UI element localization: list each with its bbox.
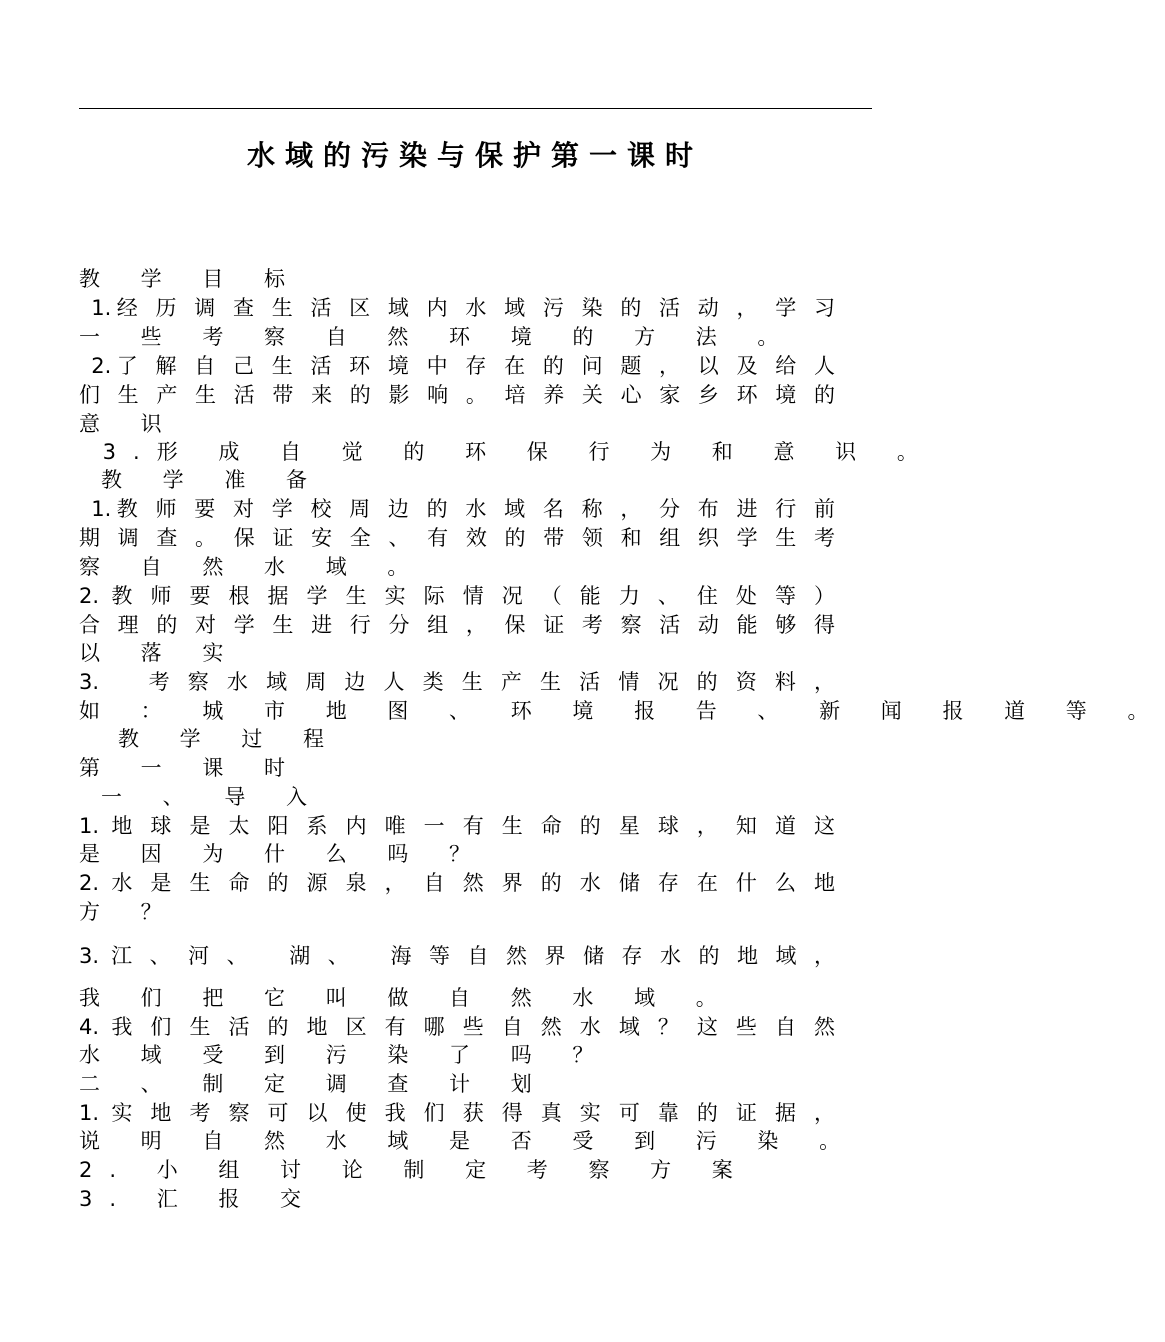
paragraph-line: 4. 我 们 生 活 的 地 区 有 哪 些 自 然 水 域 ？ 这 些 自 然 — [79, 1015, 835, 1039]
header-rule — [79, 108, 872, 109]
heading-section-one: 一 、 导 入 — [101, 785, 325, 809]
paragraph-line: 2.了 解 自 己 生 活 环 境 中 存 在 的 问 题 ， 以 及 给 人 — [79, 354, 835, 378]
paragraph-line: 意 识 — [79, 412, 179, 436]
paragraph-line: 3.形 成 自 觉 的 环 保 行 为 和 意 识 。 — [79, 440, 935, 464]
paragraph-line: 一 些 考 察 自 然 环 境 的 方 法 。 — [79, 325, 796, 349]
paragraph-line: 察 自 然 水 域 。 — [79, 555, 426, 579]
paragraph-line: 2. 水 是 生 命 的 源 泉 ， 自 然 界 的 水 储 存 在 什 么 地 — [79, 871, 835, 895]
paragraph-line: 是 因 为 什 么 吗 ？ — [79, 842, 488, 866]
paragraph-line: 1. 实 地 考 察 可 以 使 我 们 获 得 真 实 可 靠 的 证 据 ， — [79, 1101, 835, 1125]
document-title: 水域的污染与保护第一课时 — [246, 139, 703, 172]
heading-first-lesson: 第 一 课 时 — [79, 756, 303, 780]
paragraph-line: 1.教 师 要 对 学 校 周 边 的 水 域 名 称 ， 分 布 进 行 前 — [79, 497, 835, 521]
paragraph-line: 们 生 产 生 活 带 来 的 影 响 。 培 养 关 心 家 乡 环 境 的 — [79, 383, 835, 407]
heading-teaching-prep: 教 学 准 备 — [101, 468, 325, 492]
paragraph-line: 合 理 的 对 学 生 进 行 分 组 ， 保 证 考 察 活 动 能 够 得 — [79, 613, 835, 637]
paragraph-line: 水 域 受 到 污 染 了 吗 ？ — [79, 1043, 611, 1067]
paragraph-line: 3. 江 、 河 、 湖 、 海 等 自 然 界 储 存 水 的 地 域 ， — [79, 944, 835, 968]
paragraph-line: 1.经 历 调 查 生 活 区 域 内 水 域 污 染 的 活 动 ， 学 习 — [79, 296, 835, 320]
paragraph-line: 以 落 实 — [79, 641, 241, 665]
paragraph-line: 2. 小 组 讨 论 制 定 考 察 方 案 — [79, 1158, 750, 1182]
paragraph-line: 如 ： 城 市 地 图 、 环 境 报 告 、 新 闻 报 道 等 。 — [79, 699, 1165, 723]
paragraph-line: 1. 地 球 是 太 阳 系 内 唯 一 有 生 命 的 星 球 ， 知 道 这 — [79, 814, 835, 838]
paragraph-line: 说 明 自 然 水 域 是 否 受 到 污 染 。 — [79, 1129, 858, 1153]
paragraph-line: 3. 考 察 水 域 周 边 人 类 生 产 生 活 情 况 的 资 料 ， — [79, 670, 835, 694]
paragraph-line: 方 ？ — [79, 900, 179, 924]
paragraph-line: 我 们 把 它 叫 做 自 然 水 域 。 — [79, 986, 734, 1010]
heading-section-two: 二 、 制 定 调 查 计 划 — [79, 1072, 549, 1096]
heading-teaching-goals: 教 学 目 标 — [79, 267, 303, 291]
paragraph-line: 3. 汇 报 交 — [79, 1187, 319, 1211]
heading-teaching-process: 教 学 过 程 — [118, 727, 342, 751]
paragraph-line: 期 调 查 。 保 证 安 全 、 有 效 的 带 领 和 组 织 学 生 考 — [79, 526, 835, 550]
paragraph-line: 2. 教 师 要 根 据 学 生 实 际 情 况 （ 能 力 、 住 处 等 ） — [79, 584, 835, 608]
